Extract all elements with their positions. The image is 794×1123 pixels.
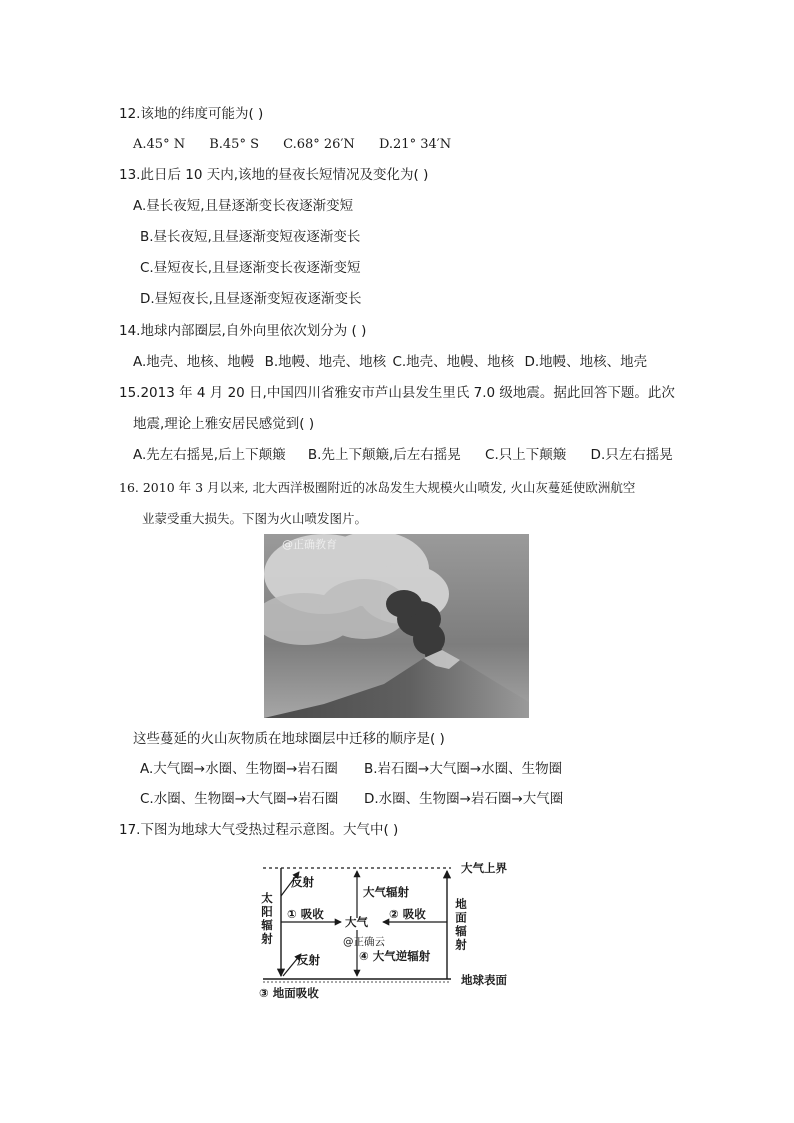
label-atm-radiation: 大气辐射 bbox=[363, 885, 409, 899]
q13-option-c: C.昼短夜长,且昼逐渐变长夜逐渐变短 bbox=[140, 260, 361, 276]
q16-option-b: B.岩石圈→大气圈→水圈、生物圈 bbox=[364, 761, 563, 777]
q12-options bbox=[133, 136, 451, 154]
q13-option-a: A.昼长夜短,且昼逐渐变长夜逐渐变短 bbox=[133, 198, 354, 214]
label-absorb-1: ① 吸收 bbox=[287, 907, 324, 921]
q14-option-b: B.地幔、地壳、地核 bbox=[264, 354, 387, 370]
q15-option-b: B.先上下颠簸,后左右摇晃 bbox=[307, 447, 461, 463]
atmosphere-heating-diagram bbox=[255, 852, 535, 1002]
volcano-eruption-photo bbox=[264, 534, 529, 718]
q16-option-d: D.水圈、生物圈→岩石圈→大气圈 bbox=[364, 791, 564, 807]
q16-option-c: C.水圈、生物圈→大气圈→岩石圈 bbox=[140, 791, 339, 807]
q15-stem-line2: 地震,理论上雅安居民感觉到( ) bbox=[133, 416, 315, 432]
q16-question: 这些蔓延的火山灰物质在地球圈层中迁移的顺序是( ) bbox=[133, 731, 445, 747]
label-ground-absorb: ③ 地面吸收 bbox=[259, 986, 319, 1000]
q12-option-d: D.21° 34′N bbox=[378, 137, 452, 152]
q12-stem: 12.该地的纬度可能为( ) bbox=[119, 106, 264, 122]
q15-option-c: C.只上下颠簸 bbox=[485, 447, 567, 463]
q14-stem: 14.地球内部圈层,自外向里依次划分为 ( ) bbox=[119, 323, 367, 339]
q15-option-a: A.先左右摇晃,后上下颠簸 bbox=[133, 447, 286, 463]
q16-stem-line2: 业蒙受重大损失。下图为火山喷发图片。 bbox=[142, 511, 368, 526]
label-atmosphere: 大气 bbox=[345, 915, 368, 929]
q15-options bbox=[133, 446, 673, 464]
label-reflect-top: 反射 bbox=[291, 875, 314, 889]
label-solar-radiation: 太阳辐射 bbox=[260, 892, 274, 946]
q13-option-d: D.昼短夜长,且昼逐渐变短夜逐渐变长 bbox=[140, 291, 362, 307]
label-reflect-bottom: 反射 bbox=[297, 953, 320, 967]
q14-option-c: C.地壳、地幔、地核 bbox=[392, 354, 515, 370]
q12-option-b: B.45° S bbox=[209, 137, 259, 152]
q14-options bbox=[133, 353, 647, 371]
label-counter-radiation: ④ 大气逆辐射 bbox=[359, 949, 431, 963]
q14-option-d: D.地幔、地核、地壳 bbox=[524, 354, 648, 370]
q13-stem: 13.此日后 10 天内,该地的昼夜长短情况及变化为( ) bbox=[119, 167, 429, 183]
label-top-boundary: 大气上界 bbox=[461, 861, 507, 875]
q15-stem-line1: 15.2013 年 4 月 20 日,中国四川省雅安市芦山县发生里氏 7.0 级地震。据此回答下题。此次 bbox=[119, 385, 675, 401]
q14-option-a: A.地壳、地核、地幔 bbox=[133, 354, 255, 370]
label-absorb-2: ② 吸收 bbox=[389, 907, 426, 921]
label-ground-radiation: 地面辐射 bbox=[454, 898, 468, 952]
q16-stem-line1: 16. 2010 年 3 月以来, 北大西洋极圈附近的冰岛发生大规模火山喷发, 火山灰蔓延使欧洲航空 bbox=[119, 480, 636, 495]
label-bottom-boundary: 地球表面 bbox=[461, 973, 507, 987]
q16-option-a: A.大气圈→水圈、生物圈→岩石圈 bbox=[140, 761, 338, 777]
q12-option-a: A.45° N bbox=[133, 137, 186, 152]
q13-option-b: B.昼长夜短,且昼逐渐变短夜逐渐变长 bbox=[140, 229, 361, 245]
photo-watermark: @正确教育 bbox=[282, 538, 337, 551]
q17-stem: 17.下图为地球大气受热过程示意图。大气中( ) bbox=[119, 822, 399, 838]
q15-option-d: D.只左右摇晃 bbox=[590, 447, 673, 463]
q12-option-c: C.68° 26′N bbox=[283, 137, 355, 152]
label-diagram-watermark: @正确云 bbox=[343, 936, 385, 948]
